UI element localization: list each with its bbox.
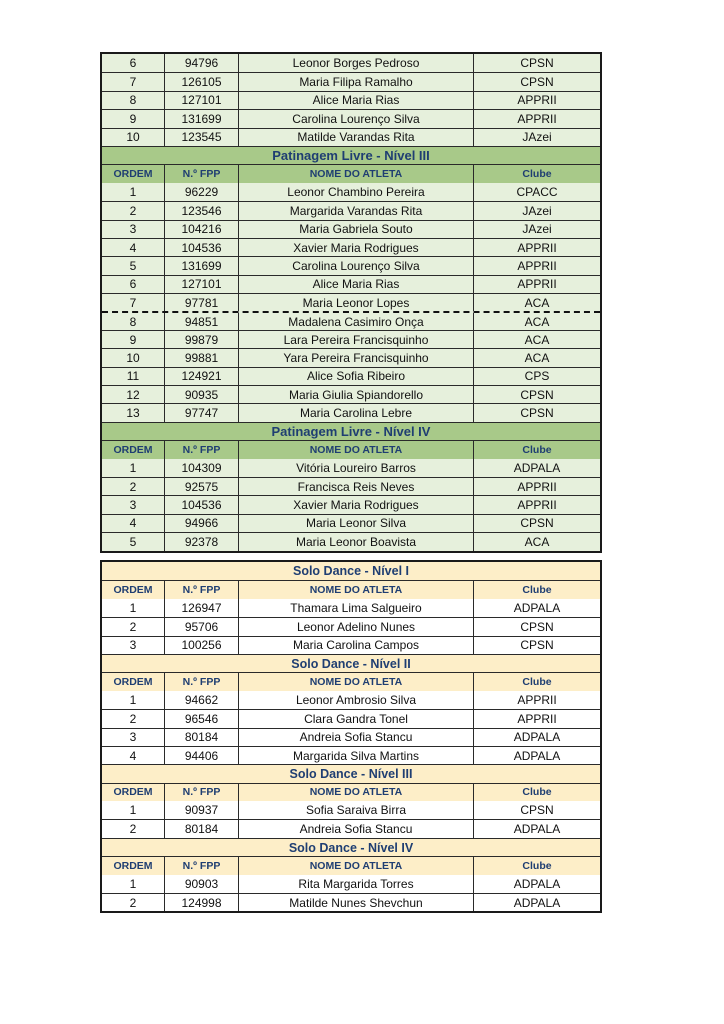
- table-row: [102, 348, 600, 366]
- cell-fpp: 94966: [164, 515, 238, 532]
- table-row: [102, 893, 600, 911]
- cell-clube: CPS: [473, 368, 600, 385]
- section-rows: [102, 875, 600, 912]
- cell-clube: ACA: [473, 349, 600, 366]
- header-row: [102, 783, 600, 801]
- cell-clube: APPRII: [473, 257, 600, 274]
- cell-nome: Maria Carolina Lebre: [238, 404, 473, 421]
- cell-nome: Maria Carolina Campos: [238, 637, 473, 654]
- header-row: [102, 164, 600, 182]
- cell-fpp: 104536: [164, 239, 238, 256]
- cell-nome: Leonor Chambino Pereira: [238, 183, 473, 201]
- table-row: [102, 746, 600, 764]
- header-clube: Clube: [473, 581, 600, 598]
- cell-ordem: 6: [129, 277, 137, 292]
- cell-fpp: 104309: [164, 459, 238, 477]
- cell-ordem: 1: [129, 184, 137, 199]
- table-row: [102, 367, 600, 385]
- section-title: Solo Dance - Nível III: [289, 766, 413, 781]
- section-rows: [102, 183, 600, 422]
- table-row: [102, 728, 600, 746]
- table-row: [102, 459, 600, 477]
- cell-nome: Sofia Saraiva Birra: [238, 801, 473, 819]
- cell-clube: CPSN: [473, 618, 600, 635]
- cell-fpp: 97747: [164, 404, 238, 421]
- cell-fpp: 126105: [164, 73, 238, 90]
- table-row: [102, 403, 600, 421]
- cell-fpp: 80184: [164, 820, 238, 837]
- section-title: Solo Dance - Nível II: [291, 656, 411, 671]
- cell-clube: APPRII: [473, 92, 600, 109]
- section-title: Patinagem Livre - Nível IV: [271, 424, 431, 439]
- section-title-row: [102, 764, 600, 782]
- cell-nome: Vitória Loureiro Barros: [238, 459, 473, 477]
- header-clube: Clube: [473, 673, 600, 690]
- header-ordem: ORDEM: [113, 676, 153, 689]
- cell-clube: ACA: [473, 331, 600, 348]
- cell-nome: Xavier Maria Rodrigues: [238, 239, 473, 256]
- table-row: [102, 709, 600, 727]
- cell-ordem: 2: [129, 203, 137, 218]
- cell-clube: APPRII: [473, 478, 600, 495]
- cell-ordem: 9: [129, 111, 137, 126]
- cell-ordem: 5: [129, 258, 137, 273]
- header-nome: NOME DO ATLETA: [238, 673, 473, 690]
- header-fpp: N.º FPP: [164, 673, 238, 690]
- cell-clube: ACA: [473, 533, 600, 550]
- cell-ordem: 8: [129, 93, 137, 108]
- table-row: [102, 385, 600, 403]
- header-row: [102, 440, 600, 458]
- table-row: [102, 819, 600, 837]
- cell-fpp: 90937: [164, 801, 238, 819]
- header-fpp: N.º FPP: [164, 857, 238, 874]
- cell-nome: Maria Leonor Lopes: [238, 294, 473, 311]
- cell-clube: ADPALA: [473, 729, 600, 746]
- header-clube: Clube: [473, 857, 600, 874]
- cell-fpp: 99879: [164, 331, 238, 348]
- cell-fpp: 126947: [164, 599, 238, 617]
- cell-ordem: 2: [129, 479, 137, 494]
- cell-nome: Lara Pereira Francisquinho: [238, 331, 473, 348]
- cell-clube: APPRII: [473, 239, 600, 256]
- section-title: Solo Dance - Nível I: [292, 564, 409, 579]
- header-nome: NOME DO ATLETA: [238, 441, 473, 458]
- section-title-row: [102, 422, 600, 440]
- cell-nome: Madalena Casimiro Onça: [238, 313, 473, 329]
- header-nome: NOME DO ATLETA: [238, 581, 473, 598]
- cell-clube: APPRII: [473, 496, 600, 513]
- cell-ordem: 1: [129, 876, 137, 891]
- cell-nome: Alice Sofia Ribeiro: [238, 368, 473, 385]
- cell-nome: Xavier Maria Rodrigues: [238, 496, 473, 513]
- cell-ordem: 5: [129, 534, 137, 549]
- table-row: [102, 293, 600, 311]
- table-row: [102, 72, 600, 90]
- table-row: [102, 109, 600, 127]
- cell-nome: Carolina Lourenço Silva: [238, 110, 473, 127]
- cell-clube: APPRII: [473, 710, 600, 727]
- cell-clube: ADPALA: [473, 459, 600, 477]
- cell-ordem: 3: [129, 498, 137, 513]
- table-row: [102, 495, 600, 513]
- cell-clube: CPSN: [473, 515, 600, 532]
- cell-fpp: 96546: [164, 710, 238, 727]
- cell-fpp: 90903: [164, 875, 238, 893]
- continuation-rows: [102, 54, 600, 146]
- cell-clube: ADPALA: [473, 894, 600, 911]
- table-row: [102, 636, 600, 654]
- cell-clube: ACA: [473, 313, 600, 329]
- cell-nome: Maria Leonor Silva: [238, 515, 473, 532]
- cell-clube: CPSN: [473, 637, 600, 654]
- cell-fpp: 97781: [164, 294, 238, 311]
- header-row: [102, 672, 600, 690]
- table-row: [102, 875, 600, 893]
- cell-nome: Rita Margarida Torres: [238, 875, 473, 893]
- cell-nome: Maria Leonor Boavista: [238, 533, 473, 550]
- header-ordem: ORDEM: [113, 786, 153, 799]
- section-title-row: [102, 654, 600, 672]
- cell-nome: Leonor Ambrosio Silva: [238, 691, 473, 709]
- cell-clube: CPSN: [473, 386, 600, 403]
- header-row: [102, 580, 600, 598]
- cell-ordem: 10: [126, 350, 140, 365]
- cell-nome: Leonor Adelino Nunes: [238, 618, 473, 635]
- cell-nome: Alice Maria Rias: [238, 92, 473, 109]
- section-rows: [102, 459, 600, 551]
- cell-fpp: 123546: [164, 202, 238, 219]
- header-nome: NOME DO ATLETA: [238, 165, 473, 182]
- cell-nome: Clara Gandra Tonel: [238, 710, 473, 727]
- cell-nome: Maria Filipa Ramalho: [238, 73, 473, 90]
- cell-fpp: 131699: [164, 110, 238, 127]
- cell-ordem: 6: [129, 56, 137, 71]
- table-row: [102, 238, 600, 256]
- header-clube: Clube: [473, 441, 600, 458]
- cell-ordem: 1: [129, 600, 137, 615]
- cell-fpp: 124921: [164, 368, 238, 385]
- header-fpp: N.º FPP: [164, 165, 238, 182]
- section-rows: [102, 691, 600, 765]
- cell-fpp: 94796: [164, 54, 238, 72]
- cell-nome: Leonor Borges Pedroso: [238, 54, 473, 72]
- cell-nome: Maria Gabriela Souto: [238, 221, 473, 238]
- cell-clube: JAzei: [473, 129, 600, 146]
- cell-ordem: 2: [129, 619, 137, 634]
- cell-fpp: 104536: [164, 496, 238, 513]
- cell-clube: CPSN: [473, 404, 600, 421]
- header-ordem: ORDEM: [113, 443, 153, 456]
- table-row: [102, 128, 600, 146]
- cell-nome: Margarida Silva Martins: [238, 747, 473, 764]
- table-row: [102, 91, 600, 109]
- cell-ordem: 10: [126, 130, 140, 145]
- table-row: [102, 477, 600, 495]
- cell-ordem: 2: [129, 711, 137, 726]
- cell-ordem: 7: [129, 75, 137, 90]
- section-title-row: [102, 838, 600, 856]
- cell-clube: ADPALA: [473, 875, 600, 893]
- cell-nome: Carolina Lourenço Silva: [238, 257, 473, 274]
- table-row: [102, 801, 600, 819]
- cell-ordem: 4: [129, 748, 137, 763]
- cell-nome: Matilde Nunes Shevchun: [238, 894, 473, 911]
- table-row: [102, 275, 600, 293]
- cell-fpp: 92575: [164, 478, 238, 495]
- cell-fpp: 127101: [164, 92, 238, 109]
- cell-clube: APPRII: [473, 691, 600, 709]
- table-row: [102, 256, 600, 274]
- cell-fpp: 100256: [164, 637, 238, 654]
- cell-ordem: 11: [126, 369, 140, 384]
- cell-ordem: 3: [129, 222, 137, 237]
- cell-ordem: 4: [129, 516, 137, 531]
- cell-ordem: 9: [129, 332, 137, 347]
- table-row: [102, 54, 600, 72]
- cell-ordem: 8: [129, 314, 137, 329]
- table-row: [102, 220, 600, 238]
- cell-fpp: 99881: [164, 349, 238, 366]
- cell-ordem: 4: [129, 240, 137, 255]
- cell-fpp: 104216: [164, 221, 238, 238]
- table-row: [102, 599, 600, 617]
- header-ordem: ORDEM: [113, 859, 153, 872]
- cell-clube: ACA: [473, 294, 600, 311]
- cell-clube: CPSN: [473, 801, 600, 819]
- cell-nome: Maria Giulia Spiandorello: [238, 386, 473, 403]
- table-row: [102, 201, 600, 219]
- header-ordem: ORDEM: [113, 584, 153, 597]
- cell-nome: Thamara Lima Salgueiro: [238, 599, 473, 617]
- cell-ordem: 3: [129, 638, 137, 653]
- section-rows: [102, 599, 600, 654]
- header-fpp: N.º FPP: [164, 441, 238, 458]
- cell-fpp: 124998: [164, 894, 238, 911]
- cell-nome: Francisca Reis Neves: [238, 478, 473, 495]
- table-row: [102, 514, 600, 532]
- cell-clube: ADPALA: [473, 599, 600, 617]
- header-fpp: N.º FPP: [164, 581, 238, 598]
- cell-ordem: 3: [129, 730, 137, 745]
- cell-clube: APPRII: [473, 276, 600, 293]
- cell-clube: APPRII: [473, 110, 600, 127]
- table-row: [102, 532, 600, 550]
- cell-ordem: 1: [129, 803, 137, 818]
- table-row: [102, 330, 600, 348]
- section-title: Patinagem Livre - Nível III: [272, 148, 430, 164]
- cell-nome: Yara Pereira Francisquinho: [238, 349, 473, 366]
- cell-ordem: 7: [129, 295, 137, 310]
- cell-ordem: 1: [129, 460, 137, 475]
- cell-nome: Margarida Varandas Rita: [238, 202, 473, 219]
- cell-fpp: 95706: [164, 618, 238, 635]
- header-clube: Clube: [473, 165, 600, 182]
- green-table: [100, 52, 602, 553]
- header-nome: NOME DO ATLETA: [238, 784, 473, 801]
- cell-ordem: 12: [126, 387, 140, 402]
- cell-fpp: 131699: [164, 257, 238, 274]
- cell-clube: CPSN: [473, 54, 600, 72]
- header-clube: Clube: [473, 784, 600, 801]
- cell-clube: JAzei: [473, 221, 600, 238]
- cell-clube: JAzei: [473, 202, 600, 219]
- beige-table: [100, 560, 602, 913]
- section-rows: [102, 801, 600, 838]
- cell-nome: Andreia Sofia Stancu: [238, 820, 473, 837]
- header-fpp: N.º FPP: [164, 784, 238, 801]
- table-row: [102, 183, 600, 201]
- header-row: [102, 856, 600, 874]
- table-row: [102, 691, 600, 709]
- cell-nome: Alice Maria Rias: [238, 276, 473, 293]
- cell-ordem: 2: [129, 822, 137, 837]
- table-row: [102, 617, 600, 635]
- cell-fpp: 92378: [164, 533, 238, 550]
- cell-fpp: 96229: [164, 183, 238, 201]
- cell-clube: CPSN: [473, 73, 600, 90]
- cell-fpp: 90935: [164, 386, 238, 403]
- section-title-row: [102, 146, 600, 164]
- header-ordem: ORDEM: [113, 168, 153, 181]
- cell-fpp: 94851: [164, 313, 238, 329]
- cell-fpp: 123545: [164, 129, 238, 146]
- cell-nome: Matilde Varandas Rita: [238, 129, 473, 146]
- cell-nome: Andreia Sofia Stancu: [238, 729, 473, 746]
- cell-fpp: 94406: [164, 747, 238, 764]
- table-row: [102, 311, 600, 329]
- cell-fpp: 80184: [164, 729, 238, 746]
- cell-fpp: 127101: [164, 276, 238, 293]
- cell-fpp: 94662: [164, 691, 238, 709]
- cell-clube: ADPALA: [473, 747, 600, 764]
- cell-clube: CPACC: [473, 183, 600, 201]
- cell-clube: ADPALA: [473, 820, 600, 837]
- header-nome: NOME DO ATLETA: [238, 857, 473, 874]
- section-title-row: [102, 562, 600, 580]
- cell-ordem: 1: [129, 692, 137, 707]
- cell-ordem: 2: [129, 895, 137, 910]
- section-title: Solo Dance - Nível IV: [288, 840, 414, 855]
- cell-ordem: 13: [126, 406, 140, 421]
